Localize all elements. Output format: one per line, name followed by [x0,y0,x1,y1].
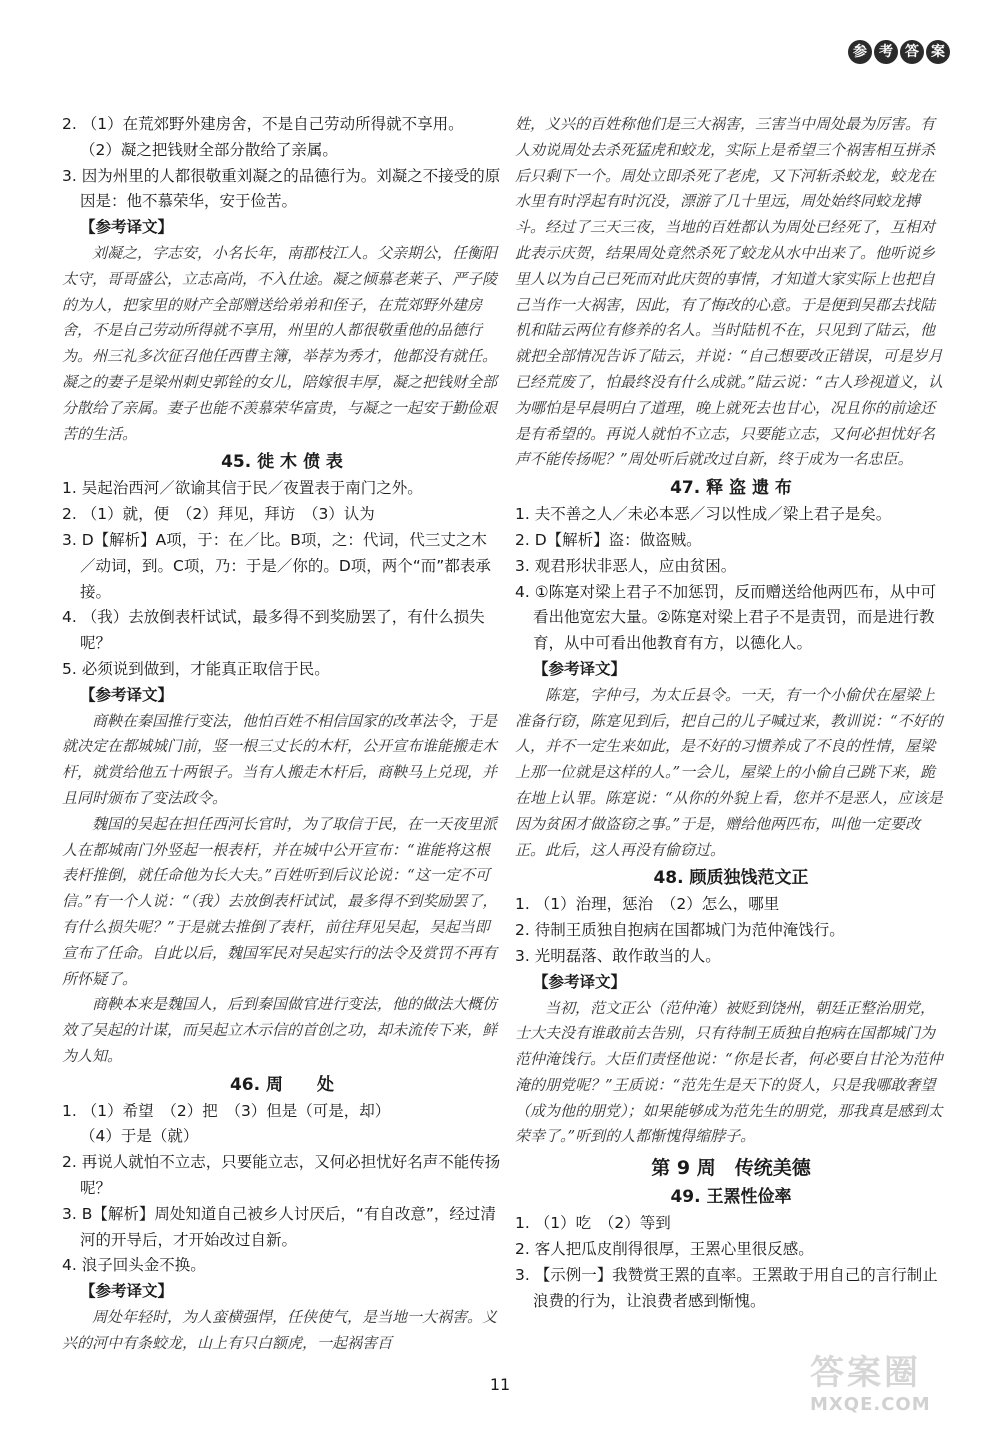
week-title: 第 9 周 传统美德 [651,1157,811,1180]
answer-item: 3. B【解析】周处知道自己被乡人讨厌后，“有自改意”，经过清河的开导后，才开始改过自新。 [62,1204,496,1249]
answer-item: 1. 夫不善之人／未必本恶／习以性成／梁上君子是矣。 [515,505,892,524]
translation-label: 【参考译文】 [80,685,174,704]
watermark-url: MXQE.COM [810,1394,931,1415]
translation-paragraph: 刘凝之，字志安，小名长年，南郡枝江人。父亲期公，任衡阳太守，哥哥盛公，立志高尚，不入仕途。凝之倾慕老莱子、严子陵的为人，把家里的财产全部赠送给弟弟和侄子，在荒郊野外建房舍，不是自己劳动所得就不享用，州里的人都很敬重他的品德行为。州三礼多次征召他任西曹主簿，举荐为秀才，他都没有就任。凝之的妻子是梁州刺史郭铨的女儿，陪嫁很丰厚，凝之把钱财全部分散给了亲属。妻子也能不羡慕荣华富贵，与凝之一起安于勤俭艰苦的生活。 [62,243,498,443]
badge-char: 参 [848,40,872,64]
watermark-logo: 答案圈 [810,1353,921,1393]
answer-item: 2. D【解析】盗：做盗贼。 [515,530,702,549]
badge-char: 考 [874,40,898,64]
section-title: 49. 王罴性俭率 [670,1187,792,1208]
translation-paragraph: 当初，范文正公（范仲淹）被贬到饶州，朝廷正整治朋党，士大夫没有谁敢前去告别，只有待制王质独自抱病在国都城门为范仲淹饯行。大臣们责怪他说：“你是长者，何必要自甘沦为范仲淹的朋党呢？”王质说：“范先生是天下的贤人，只是我哪敢奢望（成为他的朋党）；如果能够成为范先生的朋党，那我真是感到太荣幸了。”听到的人都惭愧得缩脖子。 [515,998,943,1146]
section-title: 48. 顾质独饯范文正 [653,868,809,889]
badge-char: 案 [926,40,950,64]
answer-item: 3. 【示例一】我赞赏王罴的直率。王罴敢于用自己的言行制止浪费的行为，让浪费者感到惭愧。 [515,1265,938,1310]
answer-badge [848,40,950,64]
answer-item: 2. （1）在荒郊野外建房舍，不是自己劳动所得就不享用。 [62,115,464,133]
answer-item: 1. 吴起治西河／欲谕其信于民／夜置表于南门之外。 [62,479,423,498]
translation-paragraph: 陈寔，字仲弓，为太丘县令。一天，有一个小偷伏在屋梁上准备行窃，陈寔见到后，把自己的儿子喊过来，教训说：“不好的人，并不一定生来如此，是不好的习惯养成了不良的性情，屋梁上那一位就是这样的人。”一会儿，屋梁上的小偷自己跳下来，跪在地上认罪。陈寔说：“从你的外貌上看，您并不是恶人，应该是因为贫困才做盗窃之事。”于是，赠给他两匹布，叫他一定要改正。此后，这人再没有偷窃过。 [515,685,943,859]
page-number: 11 [489,1375,511,1394]
answer-item: 3. 光明磊落、敢作敢当的人。 [515,946,721,965]
translation-paragraph: 魏国的吴起在担任西河长官时，为了取信于民，在一天夜里派人在都城南门外竖起一根表杆，并在城中公开宣布：“谁能将这根表杆推倒，就任命他为长大夫。”百姓听到后议论说：“这一定不可信。”有一个人说：“（我）去放倒表杆试试，最多得不到奖励罢了，有什么损失呢？”于是就去推倒了表杆，前往拜见吴起，吴起当即宣布了任命。自此以后，魏国军民对吴起实行的法令及赏罚不再有所怀疑了。 [62,814,498,988]
answer-item: 1. （1）希望 （2）把 （3）但是（可是，却） [62,1101,391,1120]
watermark [810,1345,990,1435]
answer-item: 1. （1）治理，惩治 （2）怎么，哪里 [515,895,780,914]
section-title: 46. 周 处 [229,1074,335,1095]
answer-item: 5. 必须说到做到，才能真正取信于民。 [62,659,330,678]
right-column [515,112,947,1314]
answer-item: 1. （1）吃 （2）等到 [515,1214,671,1233]
section-title: 47. 释 盗 遗 布 [670,478,792,499]
answer-item: 3. 因为州里的人都很敬重刘凝之的品德行为。刘凝之不接受的原因是：他不慕荣华，安于俭苦。 [62,166,501,211]
answer-item: 2. 待制王质独自抱病在国都城门为范仲淹饯行。 [515,921,845,940]
left-column [62,112,502,1357]
answer-subitem: （4）于是（就） [80,1127,199,1146]
answer-item: 4. ①陈寔对梁上君子不加惩罚，反而赠送给他两匹布，从中可看出他宽宏大量。②陈寔对梁上君子不是责罚，而是进行教育，从中可看出他教育有方，以德化人。 [515,582,937,653]
answer-item: 3. D【解析】A项，于：在／比。B项，之：代词，代三丈之木／动词，到。C项，乃：于是／你的。D项，两个“而”都表承接。 [62,530,491,601]
translation-paragraph: 商鞅在秦国推行变法，他怕百姓不相信国家的改革法令，于是就决定在都城城门前，竖一根三丈长的木杆，公开宣布谁能搬走木杆，就赏给他五十两银子。当有人搬走木杆后，商鞅马上兑现，并且同时颁布了变法政令。 [62,711,498,807]
answer-item: 3. 观君形状非恶人，应由贫困。 [515,556,737,575]
translation-label: 【参考译文】 [80,1282,174,1301]
translation-paragraph: 周处年轻时，为人蛮横强悍，任侠使气，是当地一大祸害。义兴的河中有条蛟龙，山上有只白额虎，一起祸害百 [62,1308,498,1352]
translation-label: 【参考译文】 [533,659,627,678]
answer-item: 4. （我）去放倒表杆试试，最多得不到奖励罢了，有什么损失呢？ [62,608,485,653]
answer-item: 2. 客人把瓜皮削得很厚，王罴心里很反感。 [515,1240,814,1259]
answer-item: 4. 浪子回头金不换。 [62,1256,206,1275]
answer-item: 2. （1）就，便 （2）拜见，拜访 （3）认为 [62,505,375,524]
translation-label: 【参考译文】 [80,218,174,237]
badge-char: 答 [900,40,924,64]
section-title: 45. 徙 木 偾 表 [221,452,343,473]
translation-paragraph: 商鞅本来是魏国人，后到秦国做官进行变法，他的做法大概仿效了吴起的计谋，而吴起立木示信的首创之功，却未流传下来，鲜为人知。 [62,995,498,1065]
translation-label: 【参考译文】 [533,972,627,991]
answer-item: 2. 再说人就怕不立志，只要能立志，又何必担忧好名声不能传扬呢？ [62,1153,501,1198]
answer-subitem: （2）凝之把钱财全部分散给了亲属。 [80,140,338,159]
translation-paragraph: 姓，义兴的百姓称他们是三大祸害，三害当中周处最为厉害。有人劝说周处去杀死猛虎和蛟龙，实际上是希望三个祸害相互拼杀后只剩下一个。周处立即杀死了老虎，又下河斩杀蛟龙，蛟龙在水里有时浮起有时沉没，漂游了几十里远，周处始终同蛟龙搏斗。经过了三天三夜，当地的百姓都认为周处已经死了，互相对此表示庆贺，结果周处竟然杀死了蛟龙从水中出来了。他听说乡里人以为自己已死而对此庆贺的事情，才知道大家实际上也把自己当作一大祸害，因此，有了悔改的心意。于是便到吴郡去找陆机和陆云两位有修养的名人。当时陆机不在，只见到了陆云，他就把全部情况告诉了陆云，并说：“自己想要改正错误，可是岁月已经荒废了，怕最终没有什么成就。”陆云说：“古人珍视道义，认为哪怕是早晨明白了道理，晚上就死去也甘心，况且你的前途还是有希望的。再说人就怕不立志，只要能立志，又何必担忧好名声不能传扬呢？”周处听后就改过自新，终于成为一名忠臣。 [515,115,943,469]
